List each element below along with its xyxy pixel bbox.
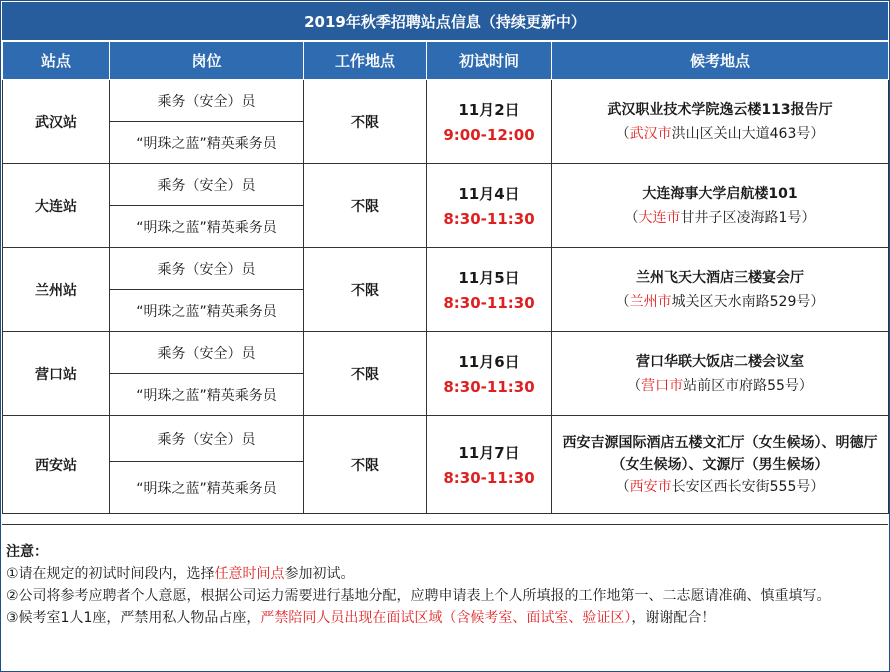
venue-address <box>552 123 888 145</box>
header-interview-time: 初试时间 <box>427 42 552 80</box>
post-cell: “明珠之蓝”精英乘务员 <box>110 122 304 164</box>
station-name: 大连站 <box>3 164 110 248</box>
table-row <box>3 332 889 374</box>
address-open: （ <box>615 478 630 495</box>
post-cell: 乘务（安全）员 <box>110 164 304 206</box>
post-cell: “明珠之蓝”精英乘务员 <box>110 290 304 332</box>
address-city: 大连市 <box>638 209 681 226</box>
venue-cell <box>552 164 889 248</box>
note-item: ②公司将参考应聘者个人意愿，根据公司运力需要进行基地分配，应聘申请表上个人所填报的工作地第一、二志愿请准确、慎重填写。 <box>6 588 831 604</box>
venue-address <box>552 291 888 313</box>
venue-cell <box>552 416 889 514</box>
venue-name: 武汉职业技术学院逸云楼113报告厅 <box>607 101 833 118</box>
interview-hours: 8:30-11:30 <box>443 210 535 228</box>
interview-hours: 8:30-11:30 <box>443 469 535 487</box>
post-cell: 乘务（安全）员 <box>110 332 304 374</box>
table-row <box>3 80 889 122</box>
station-name: 兰州站 <box>3 248 110 332</box>
note-text: 参加初试。 <box>284 566 355 582</box>
venue-name: 大连海事大学启航楼101 <box>642 185 798 202</box>
note-text: ，谢谢配合！ <box>631 610 716 626</box>
note-highlight: 任意时间点 <box>214 566 285 582</box>
venue-address <box>552 375 888 397</box>
interview-time-cell <box>427 248 552 332</box>
address-rest: 洪山区关山大道463号） <box>671 125 825 142</box>
table-header-row <box>3 42 889 80</box>
post-cell: 乘务（安全）员 <box>110 416 304 462</box>
note-item <box>6 563 882 585</box>
venue-address <box>552 207 888 229</box>
note-text: ③候考室1人1座，严禁用私人物品占座， <box>6 610 261 626</box>
note-highlight: 严禁陪同人员出现在面试区域（含候考室、面试室、验证区） <box>260 610 632 626</box>
table-row <box>3 416 889 462</box>
interview-hours: 8:30-11:30 <box>443 378 535 396</box>
header-work-place: 工作地点 <box>304 42 427 80</box>
note-text: ①请在规定的初试时间段内，选择 <box>6 566 215 582</box>
venue-cell <box>552 80 889 164</box>
address-city: 兰州市 <box>629 293 672 310</box>
address-open: （ <box>627 377 642 394</box>
header-post: 岗位 <box>110 42 304 80</box>
interview-hours: 8:30-11:30 <box>443 294 535 312</box>
interview-time-cell <box>427 416 552 514</box>
address-open: （ <box>615 125 630 142</box>
post-cell: “明珠之蓝”精英乘务员 <box>110 462 304 514</box>
table-row <box>3 248 889 290</box>
address-city: 武汉市 <box>629 125 672 142</box>
venue-name: 西安吉源国际酒店五楼文汇厅（女生候场）、明德厅（女生候场）、文源厅（男生候场） <box>562 434 878 473</box>
address-open: （ <box>624 209 639 226</box>
venue-name: 兰州飞天大酒店三楼宴会厅 <box>636 269 804 286</box>
venue-name: 营口华联大饭店二楼会议室 <box>636 353 804 370</box>
notes-section <box>2 524 888 672</box>
interview-date: 11月7日 <box>458 444 520 462</box>
work-place-cell: 不限 <box>304 80 427 164</box>
address-open: （ <box>615 293 630 310</box>
post-cell: “明珠之蓝”精英乘务员 <box>110 374 304 416</box>
interview-date: 11月6日 <box>458 353 520 371</box>
work-place-cell: 不限 <box>304 416 427 514</box>
interview-time-cell <box>427 332 552 416</box>
venue-cell <box>552 332 889 416</box>
header-waiting-venue: 候考地点 <box>552 42 889 80</box>
station-name: 西安站 <box>3 416 110 514</box>
venue-cell <box>552 248 889 332</box>
interview-time-cell <box>427 80 552 164</box>
post-cell: 乘务（安全）员 <box>110 80 304 122</box>
station-name: 武汉站 <box>3 80 110 164</box>
address-city: 西安市 <box>629 478 672 495</box>
work-place-cell: 不限 <box>304 164 427 248</box>
interview-date: 11月4日 <box>458 185 520 203</box>
stations-table <box>2 41 889 514</box>
interview-date: 11月5日 <box>458 269 520 287</box>
address-rest: 城关区天水南路529号） <box>671 293 825 310</box>
address-rest: 站前区市府路55号） <box>683 377 813 394</box>
venue-address <box>556 476 884 498</box>
address-city: 营口市 <box>641 377 684 394</box>
post-cell: “明珠之蓝”精英乘务员 <box>110 206 304 248</box>
notes-label: 注意： <box>6 544 48 560</box>
address-rest: 甘井子区凌海路1号） <box>680 209 816 226</box>
post-cell: 乘务（安全）员 <box>110 248 304 290</box>
page-title: 2019年秋季招聘站点信息（持续更新中） <box>2 2 888 40</box>
table-row <box>3 164 889 206</box>
note-item <box>6 607 882 629</box>
station-name: 营口站 <box>3 332 110 416</box>
interview-time-cell <box>427 164 552 248</box>
interview-date: 11月2日 <box>458 101 520 119</box>
interview-hours: 9:00-12:00 <box>443 126 535 144</box>
address-rest: 长安区西长安街555号） <box>671 478 825 495</box>
header-station: 站点 <box>3 42 110 80</box>
work-place-cell: 不限 <box>304 332 427 416</box>
work-place-cell: 不限 <box>304 248 427 332</box>
